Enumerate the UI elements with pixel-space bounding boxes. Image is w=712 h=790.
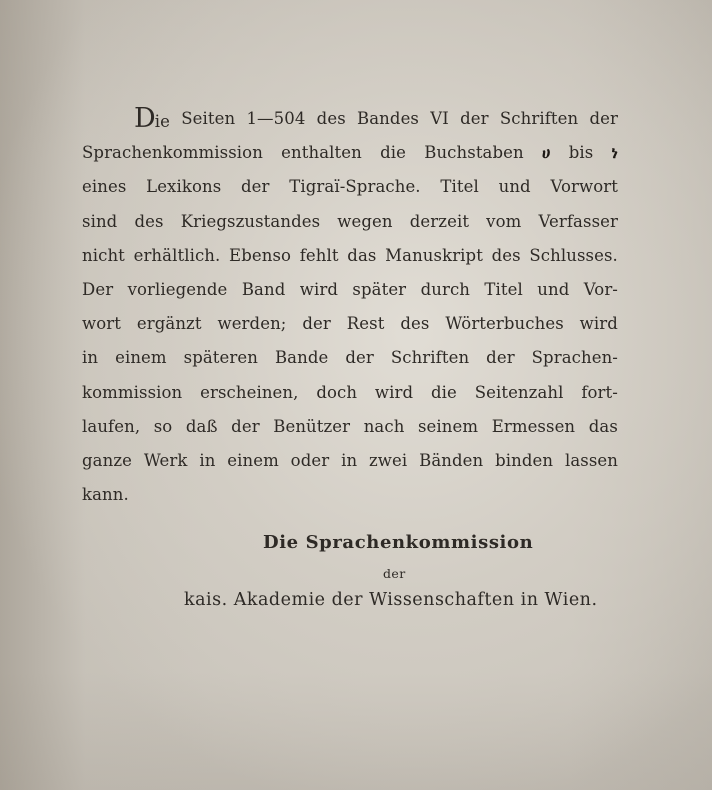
- word: das: [347, 245, 377, 265]
- word: Verfasser: [538, 211, 618, 231]
- word: ነ: [611, 143, 618, 163]
- text-line: [82, 478, 618, 512]
- word: wird: [374, 382, 414, 402]
- word: zwei: [369, 450, 408, 470]
- word: Sprachenkommission: [82, 143, 263, 163]
- word: bis: [568, 143, 594, 163]
- word: fort-: [581, 382, 618, 402]
- word: Ermessen: [491, 416, 576, 436]
- word: die: [430, 382, 457, 402]
- word: des: [400, 314, 430, 334]
- word: 1—504: [246, 109, 306, 128]
- word: nicht: [82, 245, 125, 265]
- word: kann.: [82, 485, 129, 505]
- signature-der: der: [383, 566, 406, 581]
- word: der: [589, 109, 618, 128]
- word: Buchstaben: [424, 143, 524, 163]
- word: Titel: [484, 279, 523, 299]
- word: so: [153, 416, 173, 436]
- word: Schriften: [499, 109, 579, 128]
- word: der: [241, 177, 270, 197]
- word: des: [134, 211, 164, 231]
- word: der: [460, 109, 489, 128]
- word: enthalten: [281, 143, 362, 163]
- word: Der: [82, 279, 114, 299]
- word: Vor-: [583, 279, 618, 299]
- word: VI: [430, 109, 449, 128]
- text-line: [82, 170, 618, 204]
- word: Bänden: [419, 450, 484, 470]
- word: das: [588, 416, 618, 436]
- word: Seiten: [181, 109, 236, 128]
- word: Bandes: [357, 109, 419, 128]
- word: laufen,: [82, 416, 141, 436]
- word: die: [380, 143, 406, 163]
- word: wort: [82, 314, 121, 334]
- signature-academy: kais. Akademie der Wissenschaften in Wien.: [184, 590, 598, 610]
- signature-title: Die Sprachenkommission: [263, 532, 534, 553]
- word: Vorwort: [550, 177, 618, 197]
- word: erhältlich.: [133, 245, 221, 265]
- drop-cap: D: [134, 103, 156, 134]
- word: Manuskript: [385, 245, 483, 265]
- text-line: [82, 239, 618, 273]
- word: kommission: [82, 382, 183, 402]
- word: durch: [420, 279, 471, 299]
- word: ie: [154, 112, 170, 131]
- word: binden: [495, 450, 554, 470]
- word: wird: [579, 314, 618, 334]
- word: Seitenzahl: [474, 382, 564, 402]
- word: der: [345, 348, 374, 368]
- word: in: [199, 450, 216, 470]
- body-paragraph: [82, 102, 618, 512]
- word: Rest: [346, 314, 385, 334]
- word: wegen: [337, 211, 393, 231]
- word: Ebenso: [229, 245, 292, 265]
- word: Schriften: [390, 348, 470, 368]
- word: daß: [185, 416, 218, 436]
- text-line: [82, 376, 618, 410]
- text-line: [82, 273, 618, 307]
- word: der: [231, 416, 260, 436]
- word: Sprachen-: [531, 348, 618, 368]
- word: Titel: [440, 177, 479, 197]
- word: des: [491, 245, 521, 265]
- word: ergänzt: [136, 314, 202, 334]
- word: einem: [227, 450, 279, 470]
- word: ሀ: [541, 143, 551, 163]
- word: wird: [299, 279, 339, 299]
- word: seinem: [417, 416, 479, 436]
- word: Schlusses.: [529, 245, 618, 265]
- word: des: [316, 109, 346, 128]
- text-line: [82, 205, 618, 239]
- word: Wörterbuches: [445, 314, 564, 334]
- text-line: [82, 102, 618, 136]
- word: Bande: [274, 348, 329, 368]
- word: einem: [115, 348, 167, 368]
- word: derzeit: [409, 211, 470, 231]
- word: der: [486, 348, 515, 368]
- word: fehlt: [299, 245, 339, 265]
- word: vom: [486, 211, 522, 231]
- word: späteren: [183, 348, 258, 368]
- text-line: [82, 444, 618, 478]
- word: oder: [290, 450, 330, 470]
- text-line: [82, 410, 618, 444]
- word: erscheinen,: [200, 382, 299, 402]
- word: Band: [241, 279, 286, 299]
- word: Kriegszustandes: [180, 211, 321, 231]
- word: doch: [316, 382, 358, 402]
- word: der: [302, 314, 331, 334]
- word: Benützer: [273, 416, 351, 436]
- word: in: [341, 450, 358, 470]
- word: und: [498, 177, 531, 197]
- word: nach: [363, 416, 405, 436]
- word: und: [537, 279, 570, 299]
- text-line: [82, 307, 618, 341]
- text-line: [82, 136, 618, 170]
- word: später: [352, 279, 407, 299]
- word: in: [82, 348, 99, 368]
- text-line: [82, 341, 618, 375]
- word: ganze: [82, 450, 132, 470]
- word: Lexikons: [146, 177, 222, 197]
- word: sind: [82, 211, 118, 231]
- word: vorliegende: [127, 279, 228, 299]
- word: werden;: [217, 314, 287, 334]
- word: Tigraï-Sprache.: [289, 177, 421, 197]
- word: Werk: [143, 450, 188, 470]
- word: lassen: [564, 450, 618, 470]
- first-word: [134, 102, 170, 136]
- word: eines: [82, 177, 127, 197]
